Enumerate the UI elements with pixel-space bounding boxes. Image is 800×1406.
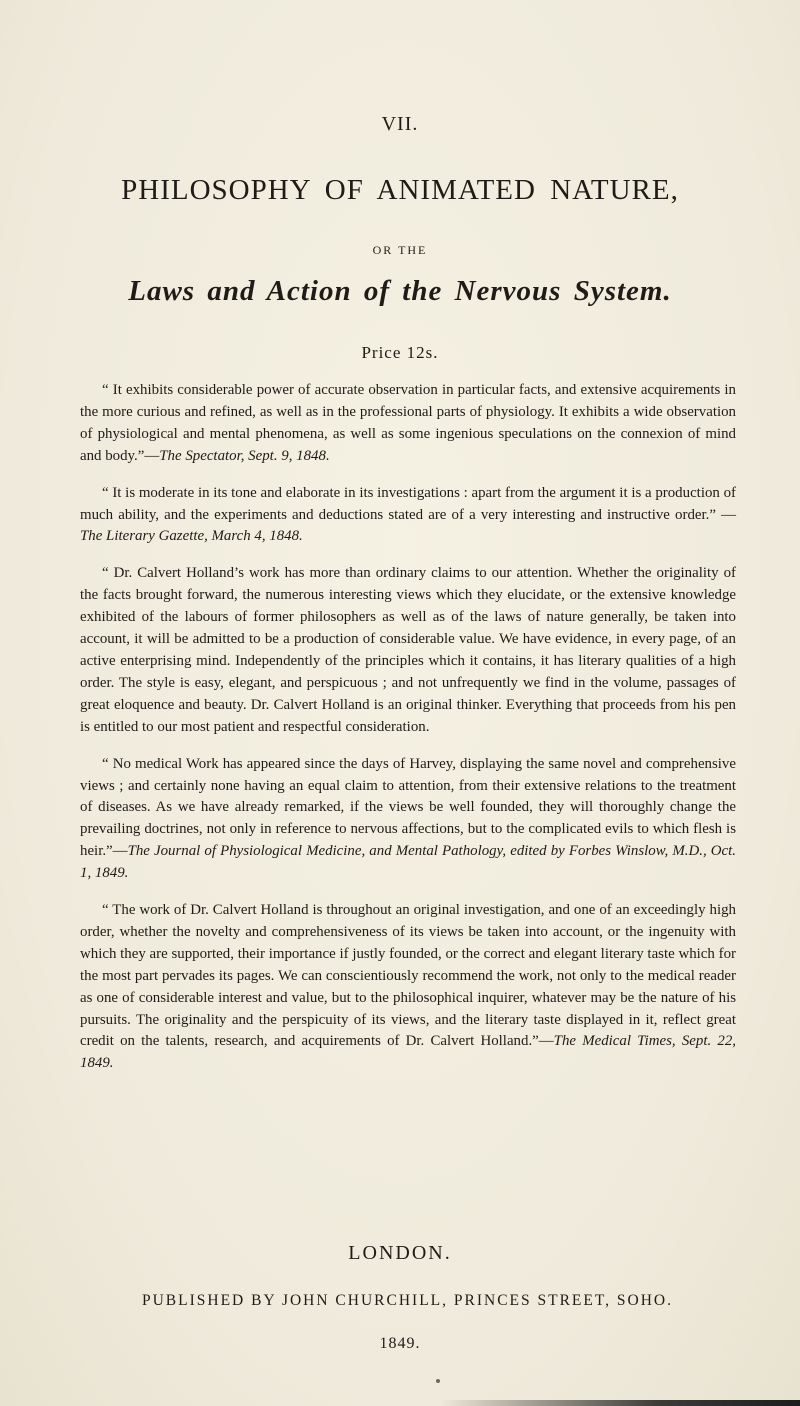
review-citation: The Journal of Physiological Medicine, and Mental Pathology, edited by Forbes Winslow, M.D., Oct. 1, 1849. — [80, 843, 736, 882]
review-citation: The Medical Times, Sept. 22, 1849. — [80, 1033, 736, 1072]
review-spectator — [80, 380, 736, 468]
imprint-year: 1849. — [379, 1335, 421, 1352]
review-citation: The Spectator, Sept. 9, 1848. — [159, 447, 330, 464]
imprint-city: LONDON. — [348, 1242, 452, 1264]
review-text: “ It is moderate in its tone and elaborate in its investigations : apart from the argument it is a production of much ability, and the experiments and deductions stated are of a very interesting and instructive order.” — — [80, 484, 736, 523]
title-connector: OR THE — [372, 243, 428, 257]
book-subtitle: Laws and Action of the Nervous System. — [128, 275, 672, 307]
review-text: “ It exhibits considerable power of accurate observation in particular facts, and extensive acquirements in the more curious and refined, as well as in the professional parts of physiology. It exhibits a wide observation of physiological and mental phenomena, as well as some ingenious speculations on the connexion of mind and body.”— — [80, 382, 736, 464]
review-list — [80, 380, 736, 1090]
imprint-publisher: PUBLISHED BY JOHN CHURCHILL, PRINCES STREET, SOHO. — [141, 1292, 674, 1309]
section-numeral: VII. — [381, 113, 419, 135]
review-text: “ No medical Work has appeared since the days of Harvey, displaying the same novel and comprehensive views ; and certainly none having an equal claim to attention, from their extensive relations to the treatment of diseases. As we have already remarked, if the views be well founded, they will thoroughly change the prevailing doctrines, not only in reference to nervous affections, but to the complicated evils to which flesh is heir.”— — [80, 755, 736, 860]
page-edge-shadow — [440, 1400, 800, 1406]
book-title: PHILOSOPHY OF ANIMATED NATURE, — [121, 174, 679, 206]
ink-speck — [436, 1379, 440, 1383]
review-medical-times — [80, 900, 736, 1075]
review-literary-gazette — [80, 483, 736, 549]
price-line: Price 12s. — [361, 343, 439, 362]
review-citation: The Literary Gazette, March 4, 1848. — [80, 528, 303, 545]
review-holland-work — [80, 563, 736, 738]
review-text: “ Dr. Calvert Holland’s work has more than ordinary claims to our attention. Whether the originality of the facts brought forward, the numerous interesting views which they elucidate, or the extensive knowledge exhibited of the labours of former philosophers as well as of the laws of nature generally, be taken into account, it will be admitted to be a production of considerable value. We have evidence, in every page, of an active enterprising mind. Independently of the principles which it contains, it has literary qualities of a high order. The style is easy, elegant, and perspicuous ; and not unfrequently we find in the volume, passages of great eloquence and beauty. Dr. Calvert Holland is an original thinker. Everything that proceeds from his pen is entitled to our most patient and respectful consideration. — [80, 565, 736, 735]
review-text: “ The work of Dr. Calvert Holland is throughout an original investigation, and one of an exceedingly high order, whether the novelty and comprehensiveness of its views be taken into account, or the ingenuity with which they are supported, their importance if justly founded, or the correct and elegant literary taste which for the most part pervades its pages. We can conscientiously recommend the work, not only to the medical reader as one of considerable interest and value, but to the philosophical inquirer, whatever may be the nature of his pursuits. The originality and the perspicuity of its views, and the literary taste displayed in it, reflect great credit on the talents, research, and acquirements of Dr. Calvert Holland.”— — [80, 902, 736, 1050]
review-journal-physiological-medicine — [80, 754, 736, 885]
